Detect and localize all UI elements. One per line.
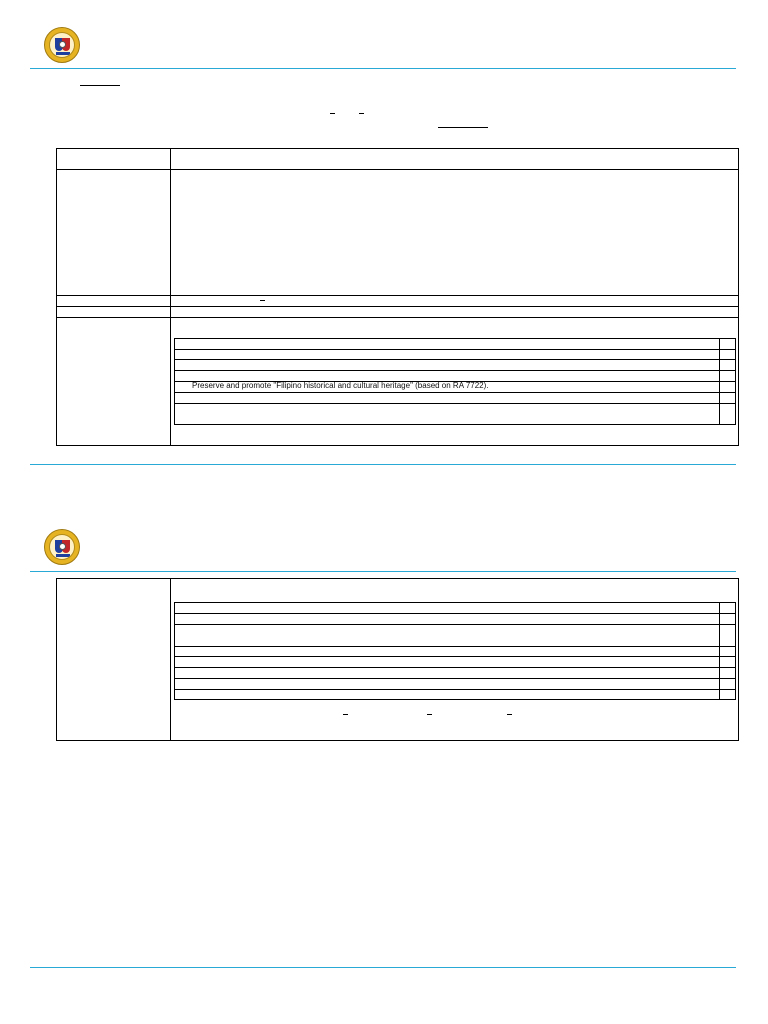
course-info-table bbox=[56, 148, 739, 446]
dash-mark bbox=[359, 113, 364, 114]
table-row-line bbox=[57, 295, 738, 296]
course-info-table bbox=[56, 578, 739, 741]
table-row-line bbox=[57, 317, 738, 318]
university-seal-icon bbox=[44, 529, 80, 565]
table-divider bbox=[170, 579, 171, 740]
dash-mark bbox=[427, 714, 432, 715]
dash-mark bbox=[330, 113, 335, 114]
footer-rule bbox=[30, 464, 736, 465]
underlined-field bbox=[438, 127, 488, 128]
footer-rule bbox=[30, 967, 736, 968]
university-seal-icon bbox=[44, 27, 80, 63]
table-divider bbox=[170, 149, 171, 445]
table-row-line bbox=[57, 169, 738, 170]
header-rule bbox=[30, 68, 736, 69]
dash-mark bbox=[260, 300, 265, 301]
underlined-field bbox=[80, 85, 120, 86]
objectives-list-table bbox=[174, 338, 736, 425]
list-item: Preserve and promote "Filipino historical and cultural heritage" (based on RA 7722). bbox=[192, 381, 489, 390]
objectives-list-table bbox=[174, 602, 736, 700]
table-row-line bbox=[57, 306, 738, 307]
dash-mark bbox=[507, 714, 512, 715]
header-rule bbox=[30, 571, 736, 572]
dash-mark bbox=[343, 714, 348, 715]
